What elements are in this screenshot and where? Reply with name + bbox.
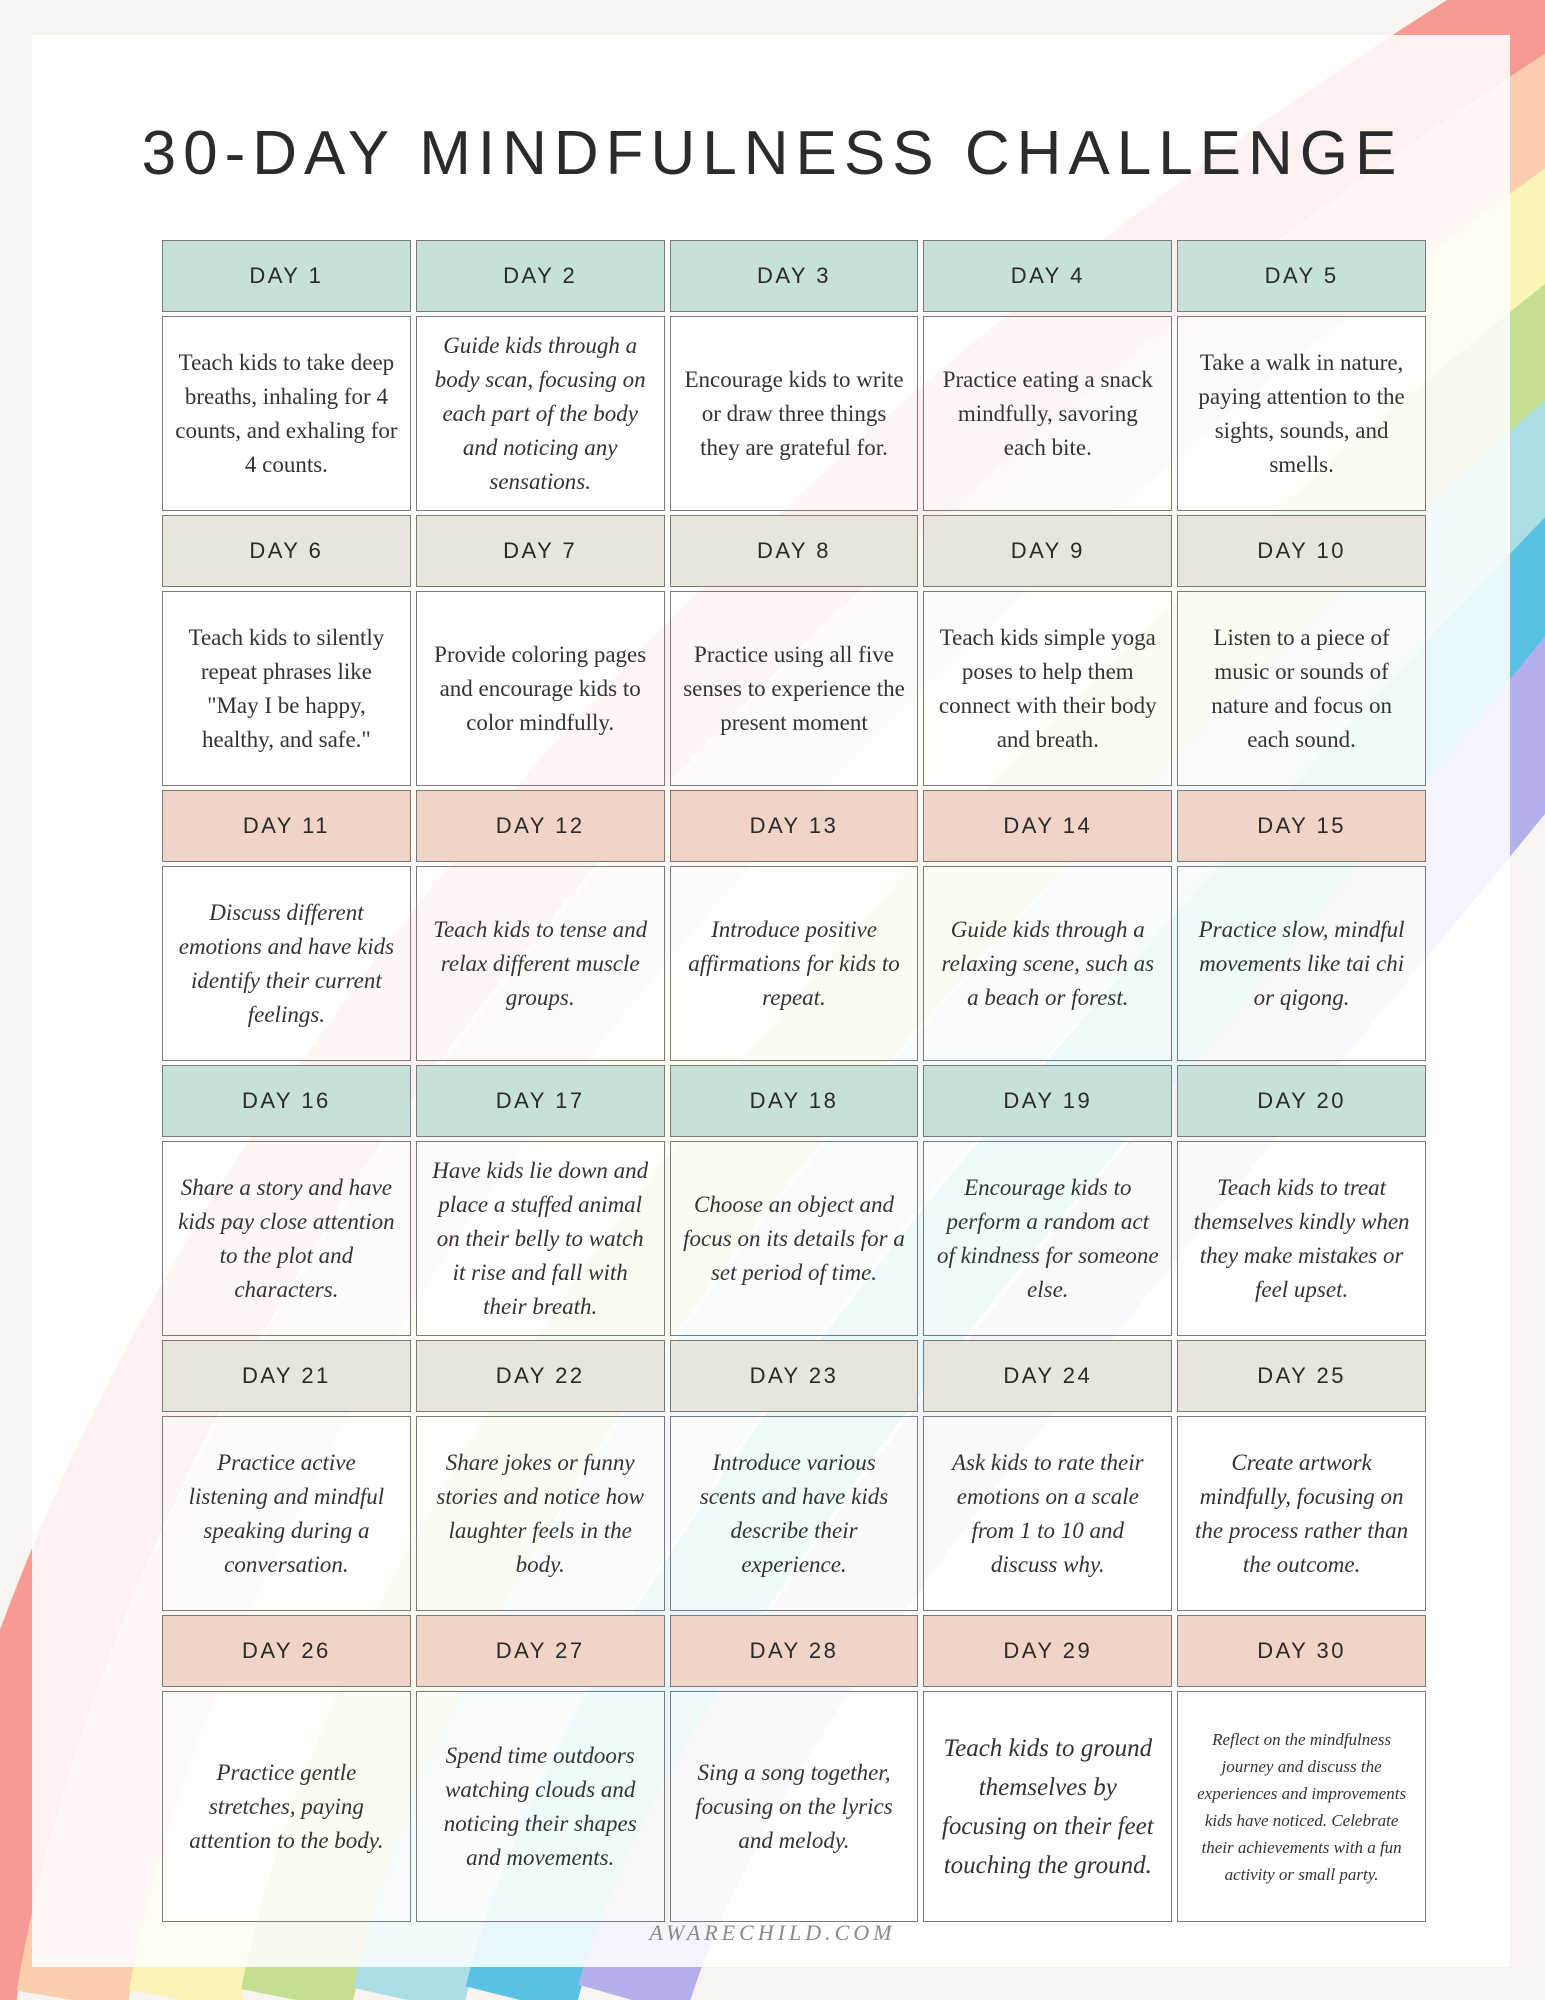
day-activity-22: Share jokes or funny stories and notice how laughter feels in the body. bbox=[416, 1416, 665, 1611]
day-header-23: DAY 23 bbox=[670, 1340, 919, 1412]
day-header-16: DAY 16 bbox=[162, 1065, 411, 1137]
footer-website: AWARECHILD.COM bbox=[649, 1920, 896, 1945]
day-header-11: DAY 11 bbox=[162, 790, 411, 862]
day-activity-10: Listen to a piece of music or sounds of nature and focus on each sound. bbox=[1177, 591, 1426, 786]
day-header-21: DAY 21 bbox=[162, 1340, 411, 1412]
day-header-22: DAY 22 bbox=[416, 1340, 665, 1412]
day-activity-20: Teach kids to treat themselves kindly when they make mistakes or feel upset. bbox=[1177, 1141, 1426, 1336]
day-activity-9: Teach kids simple yoga poses to help them connect with their body and breath. bbox=[923, 591, 1172, 786]
day-header-30: DAY 30 bbox=[1177, 1615, 1426, 1687]
day-activity-8: Practice using all five senses to experience the present moment bbox=[670, 591, 919, 786]
day-activity-30: Reflect on the mindfulness journey and discuss the experiences and improvements kids have noticed. Celebrate their achievements with a fun activity or small party. bbox=[1177, 1691, 1426, 1922]
day-activity-24: Ask kids to rate their emotions on a scale from 1 to 10 and discuss why. bbox=[923, 1416, 1172, 1611]
day-activity-6: Teach kids to silently repeat phrases like "May I be happy, healthy, and safe." bbox=[162, 591, 411, 786]
day-activity-29: Teach kids to ground themselves by focusing on their feet touching the ground. bbox=[923, 1691, 1172, 1922]
day-header-13: DAY 13 bbox=[670, 790, 919, 862]
day-header-24: DAY 24 bbox=[923, 1340, 1172, 1412]
day-activity-2: Guide kids through a body scan, focusing on each part of the body and noticing any sensations. bbox=[416, 316, 665, 511]
day-header-27: DAY 27 bbox=[416, 1615, 665, 1687]
day-activity-5: Take a walk in nature, paying attention to the sights, sounds, and smells. bbox=[1177, 316, 1426, 511]
day-activity-3: Encourage kids to write or draw three things they are grateful for. bbox=[670, 316, 919, 511]
day-header-6: DAY 6 bbox=[162, 515, 411, 587]
day-header-19: DAY 19 bbox=[923, 1065, 1172, 1137]
day-activity-13: Introduce positive affirmations for kids to repeat. bbox=[670, 866, 919, 1061]
day-header-17: DAY 17 bbox=[416, 1065, 665, 1137]
day-header-3: DAY 3 bbox=[670, 240, 919, 312]
day-activity-19: Encourage kids to perform a random act of kindness for someone else. bbox=[923, 1141, 1172, 1336]
day-header-14: DAY 14 bbox=[923, 790, 1172, 862]
day-header-4: DAY 4 bbox=[923, 240, 1172, 312]
page-title: 30-DAY MINDFULNESS CHALLENGE bbox=[141, 119, 1404, 188]
day-header-15: DAY 15 bbox=[1177, 790, 1426, 862]
day-header-28: DAY 28 bbox=[670, 1615, 919, 1687]
day-activity-17: Have kids lie down and place a stuffed animal on their belly to watch it rise and fall with their breath. bbox=[416, 1141, 665, 1336]
day-activity-27: Spend time outdoors watching clouds and noticing their shapes and movements. bbox=[416, 1691, 665, 1922]
day-activity-26: Practice gentle stretches, paying attention to the body. bbox=[162, 1691, 411, 1922]
day-activity-7: Provide coloring pages and encourage kids to color mindfully. bbox=[416, 591, 665, 786]
day-activity-23: Introduce various scents and have kids describe their experience. bbox=[670, 1416, 919, 1611]
day-activity-4: Practice eating a snack mindfully, savoring each bite. bbox=[923, 316, 1172, 511]
day-header-9: DAY 9 bbox=[923, 515, 1172, 587]
day-header-29: DAY 29 bbox=[923, 1615, 1172, 1687]
day-activity-16: Share a story and have kids pay close attention to the plot and characters. bbox=[162, 1141, 411, 1336]
day-header-12: DAY 12 bbox=[416, 790, 665, 862]
day-header-5: DAY 5 bbox=[1177, 240, 1426, 312]
day-header-7: DAY 7 bbox=[416, 515, 665, 587]
day-header-25: DAY 25 bbox=[1177, 1340, 1426, 1412]
day-activity-15: Practice slow, mindful movements like tai chi or qigong. bbox=[1177, 866, 1426, 1061]
day-activity-21: Practice active listening and mindful speaking during a conversation. bbox=[162, 1416, 411, 1611]
day-header-18: DAY 18 bbox=[670, 1065, 919, 1137]
day-header-2: DAY 2 bbox=[416, 240, 665, 312]
day-activity-14: Guide kids through a relaxing scene, such as a beach or forest. bbox=[923, 866, 1172, 1061]
day-header-20: DAY 20 bbox=[1177, 1065, 1426, 1137]
day-activity-11: Discuss different emotions and have kids identify their current feelings. bbox=[162, 866, 411, 1061]
day-header-10: DAY 10 bbox=[1177, 515, 1426, 587]
day-activity-12: Teach kids to tense and relax different muscle groups. bbox=[416, 866, 665, 1061]
challenge-grid bbox=[162, 240, 1426, 1900]
day-activity-18: Choose an object and focus on its details for a set period of time. bbox=[670, 1141, 919, 1336]
day-header-26: DAY 26 bbox=[162, 1615, 411, 1687]
day-activity-28: Sing a song together, focusing on the lyrics and melody. bbox=[670, 1691, 919, 1922]
day-activity-1: Teach kids to take deep breaths, inhaling for 4 counts, and exhaling for 4 counts. bbox=[162, 316, 411, 511]
day-activity-25: Create artwork mindfully, focusing on the process rather than the outcome. bbox=[1177, 1416, 1426, 1611]
day-header-1: DAY 1 bbox=[162, 240, 411, 312]
day-header-8: DAY 8 bbox=[670, 515, 919, 587]
